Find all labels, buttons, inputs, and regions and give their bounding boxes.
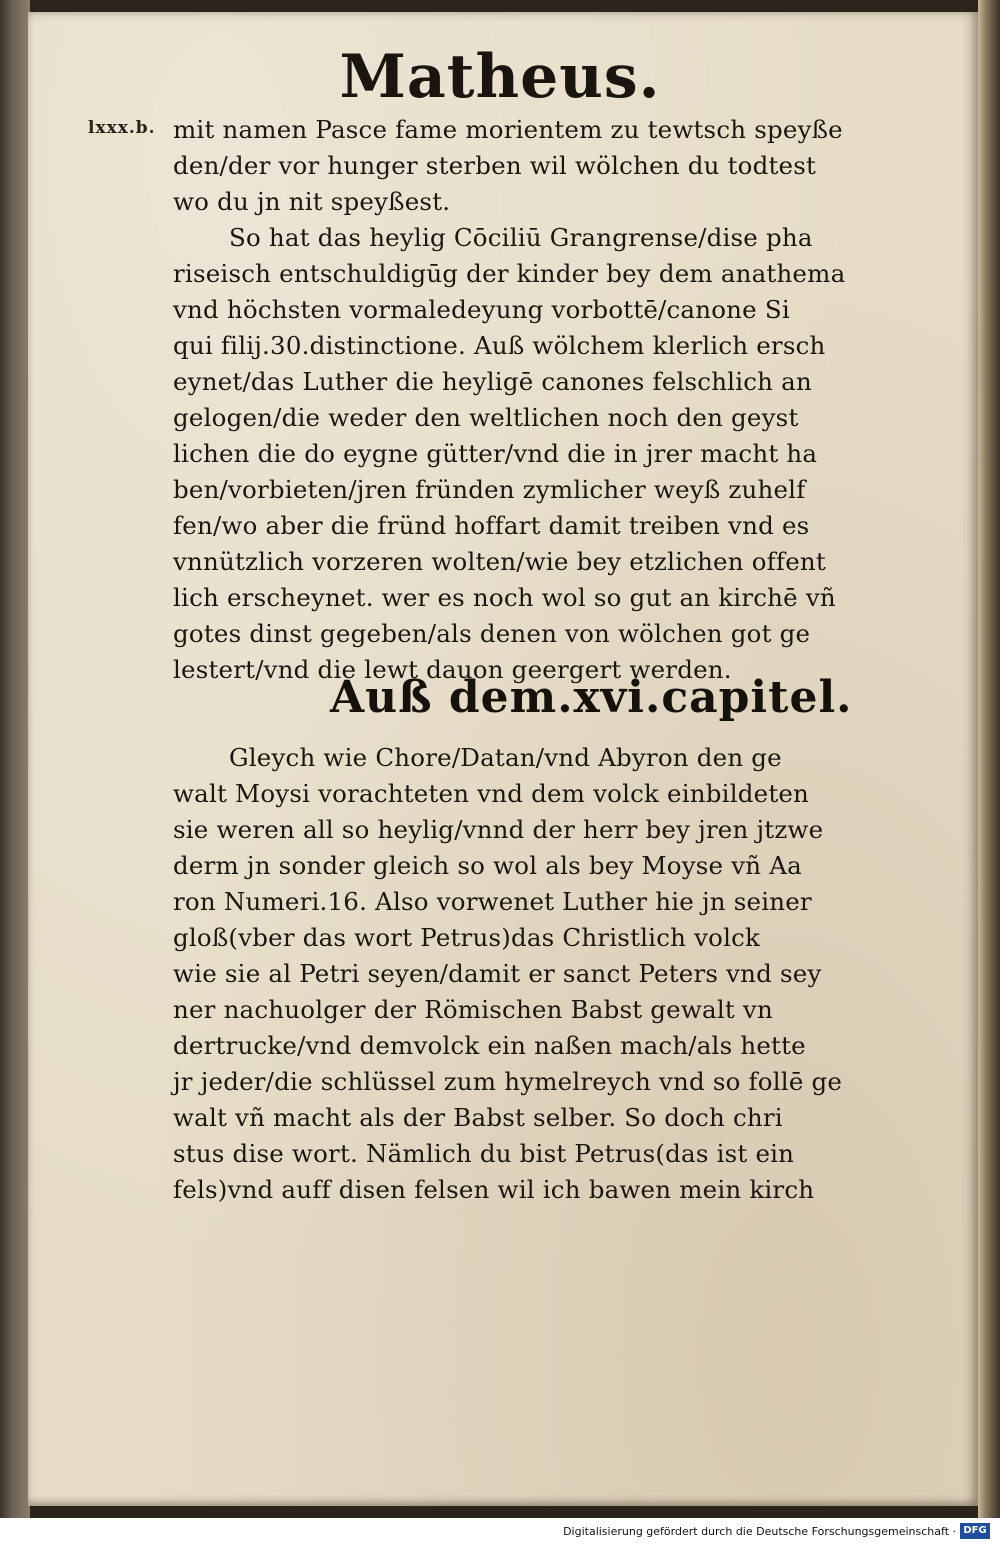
dfg-logo: DFG: [960, 1523, 990, 1539]
text-line: walt Moysi vorachteten vnd dem volck einbildeten: [173, 779, 810, 808]
text-line: mit namen Pasce fame morientem zu tewtsch speyße: [173, 115, 843, 144]
text-line: eynet/das Luther die heyligē canones felschlich an: [173, 367, 812, 396]
text-line: gotes dinst gegeben/als denen von wölchen got ge: [173, 619, 811, 648]
text-line: lestert/vnd die lewt dauon geergert werden.: [173, 655, 732, 684]
text-line: ner nachuolger der Römischen Babst gewalt vn: [173, 995, 773, 1024]
text-block-2: [173, 740, 953, 1208]
text-line: den/der vor hunger sterben wil wölchen du todtest: [173, 151, 817, 180]
text-line: qui filij.30.distinctione. Auß wölchem klerlich ersch: [173, 331, 826, 360]
page-binding-edge: [0, 0, 30, 1518]
text-line: sie weren all so heylig/vnnd der herr bey jren jtzwe: [173, 815, 824, 844]
text-block-1: [173, 112, 953, 688]
text-line: lich erscheynet. wer es noch wol so gut an kirchē vñ: [173, 583, 836, 612]
text-line: stus dise wort. Nämlich du bist Petrus(das ist ein: [173, 1139, 795, 1168]
text-line: gloß(vber das wort Petrus)das Christlich volck: [173, 923, 761, 952]
text-line: Gleych wie Chore/Datan/vnd Abyron den ge: [229, 743, 782, 772]
text-line: fen/wo aber die fründ hoffart damit treiben vnd es: [173, 511, 810, 540]
funding-credit: Digitalisierung gefördert durch die Deutsche Forschungsgemeinschaft ·: [563, 1525, 956, 1538]
page-fore-edge: [978, 0, 1000, 1518]
text-line: wie sie al Petri seyen/damit er sanct Peters vnd sey: [173, 959, 822, 988]
text-line: fels)vnd auff disen felsen wil ich bawen mein kirch: [173, 1175, 815, 1204]
chapter-heading: Auß dem.xvi.capitel.: [330, 672, 853, 723]
text-line: walt vñ macht als der Babst selber. So doch chri: [173, 1103, 783, 1132]
text-line: jr jeder/die schlüssel zum hymelreych vnd so follē ge: [173, 1067, 843, 1096]
text-line: dertrucke/vnd demvolck ein naßen mach/als hette: [173, 1031, 806, 1060]
marginal-folio-note: lxxx.b.: [88, 118, 156, 138]
text-line: lichen die do eygne gütter/vnd die in jrer macht ha: [173, 439, 818, 468]
text-line: vnd höchsten vormaledeyung vorbottē/canone Si: [173, 295, 790, 324]
text-line: ron Numeri.16. Also vorwenet Luther hie jn seiner: [173, 887, 812, 916]
text-line: riseisch entschuldigūg der kinder bey dem anathema: [173, 259, 846, 288]
text-line: wo du jn nit speyßest.: [173, 187, 451, 216]
text-line: vnnützlich vorzeren wolten/wie bey etzlichen offent: [173, 547, 826, 576]
text-line: derm jn sonder gleich so wol als bey Moyse vñ Aa: [173, 851, 802, 880]
text-line: So hat das heylig Cōciliū Grangrense/dise pha: [229, 223, 813, 252]
text-line: gelogen/die weder den weltlichen noch den geyst: [173, 403, 799, 432]
running-head: Matheus.: [339, 42, 661, 112]
text-line: ben/vorbieten/jren fründen zymlicher weyß zuhelf: [173, 475, 806, 504]
